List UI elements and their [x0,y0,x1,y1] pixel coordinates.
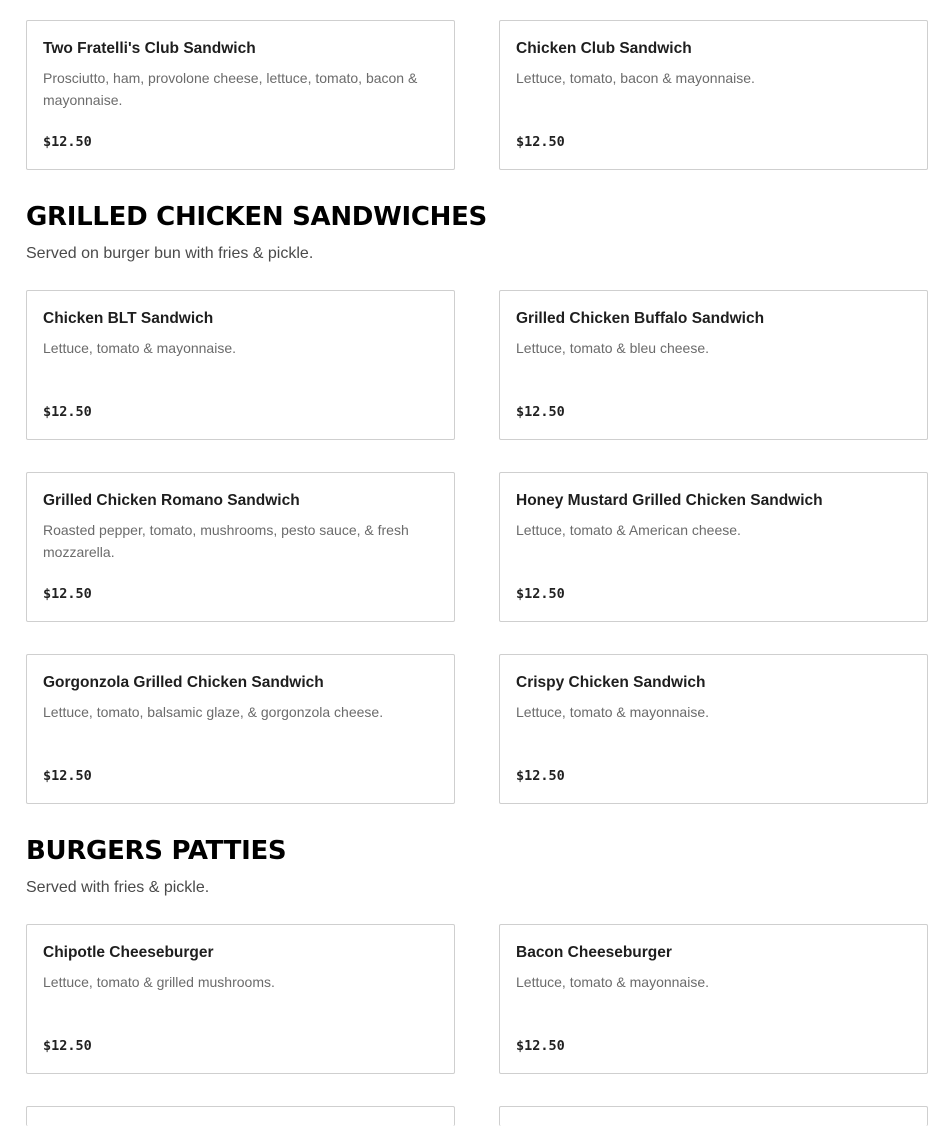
menu-item-description: Lettuce, tomato & bleu cheese. [516,340,710,356]
menu-item-card[interactable] [499,472,928,622]
menu-item-price: $12.50 [516,404,565,420]
menu-item-card[interactable] [499,654,928,804]
menu-item-name: Two Fratelli's Club Sandwich [43,40,256,57]
menu-item-description: Roasted pepper, tomato, mushrooms, pesto sauce, & fresh mozzarella. [43,522,409,560]
menu-item-card[interactable] [499,924,928,1074]
menu-item-card[interactable] [26,924,455,1074]
section-title-grilled-chicken: GRILLED CHICKEN SANDWICHES [26,202,487,232]
menu-item-price: $12.50 [516,768,565,784]
menu-item-card-partial[interactable] [26,1106,455,1126]
menu-item-price: $12.50 [516,1038,565,1054]
menu-item-description: Lettuce, tomato & mayonnaise. [43,340,236,356]
menu-item-price: $12.50 [43,1038,92,1054]
section-subtitle: Served with fries & pickle. [26,879,210,896]
menu-item-name: Bacon Cheeseburger [516,944,672,961]
menu-item-name: Chicken Club Sandwich [516,40,692,57]
menu-item-card[interactable] [26,290,455,440]
menu-item-name: Gorgonzola Grilled Chicken Sandwich [43,674,324,691]
menu-item-card[interactable] [26,20,455,170]
menu-item-name: Crispy Chicken Sandwich [516,674,706,691]
menu-item-description: Lettuce, tomato, balsamic glaze, & gorgonzola cheese. [43,704,384,720]
menu-item-description: Lettuce, tomato & mayonnaise. [516,974,709,990]
menu-item-name: Honey Mustard Grilled Chicken Sandwich [516,492,823,509]
menu-item-price: $12.50 [43,768,92,784]
menu-item-price: $12.50 [43,134,92,150]
section-subtitle: Served on burger bun with fries & pickle. [26,245,314,262]
menu-item-card[interactable] [499,20,928,170]
menu-item-name: Grilled Chicken Buffalo Sandwich [516,310,765,327]
section-title-burgers: BURGERS PATTIES [26,836,287,866]
menu-item-name: Grilled Chicken Romano Sandwich [43,492,300,509]
menu-item-card[interactable] [499,290,928,440]
menu-item-price: $12.50 [516,586,565,602]
menu-item-card-partial[interactable] [499,1106,928,1126]
menu-item-description: Lettuce, tomato & grilled mushrooms. [43,974,275,990]
menu-item-description: Lettuce, tomato & mayonnaise. [516,704,709,720]
menu-item-price: $12.50 [43,404,92,420]
menu-item-card[interactable] [26,472,455,622]
menu-item-description: Lettuce, tomato & American cheese. [516,522,741,538]
menu-item-description: Prosciutto, ham, provolone cheese, lettuce, tomato, bacon & mayonnaise. [43,70,418,108]
menu-item-price: $12.50 [516,134,565,150]
menu-item-price: $12.50 [43,586,92,602]
menu-item-card[interactable] [26,654,455,804]
menu-item-name: Chicken BLT Sandwich [43,310,214,327]
menu-item-description: Lettuce, tomato, bacon & mayonnaise. [516,70,755,86]
menu-item-name: Chipotle Cheeseburger [43,944,214,961]
